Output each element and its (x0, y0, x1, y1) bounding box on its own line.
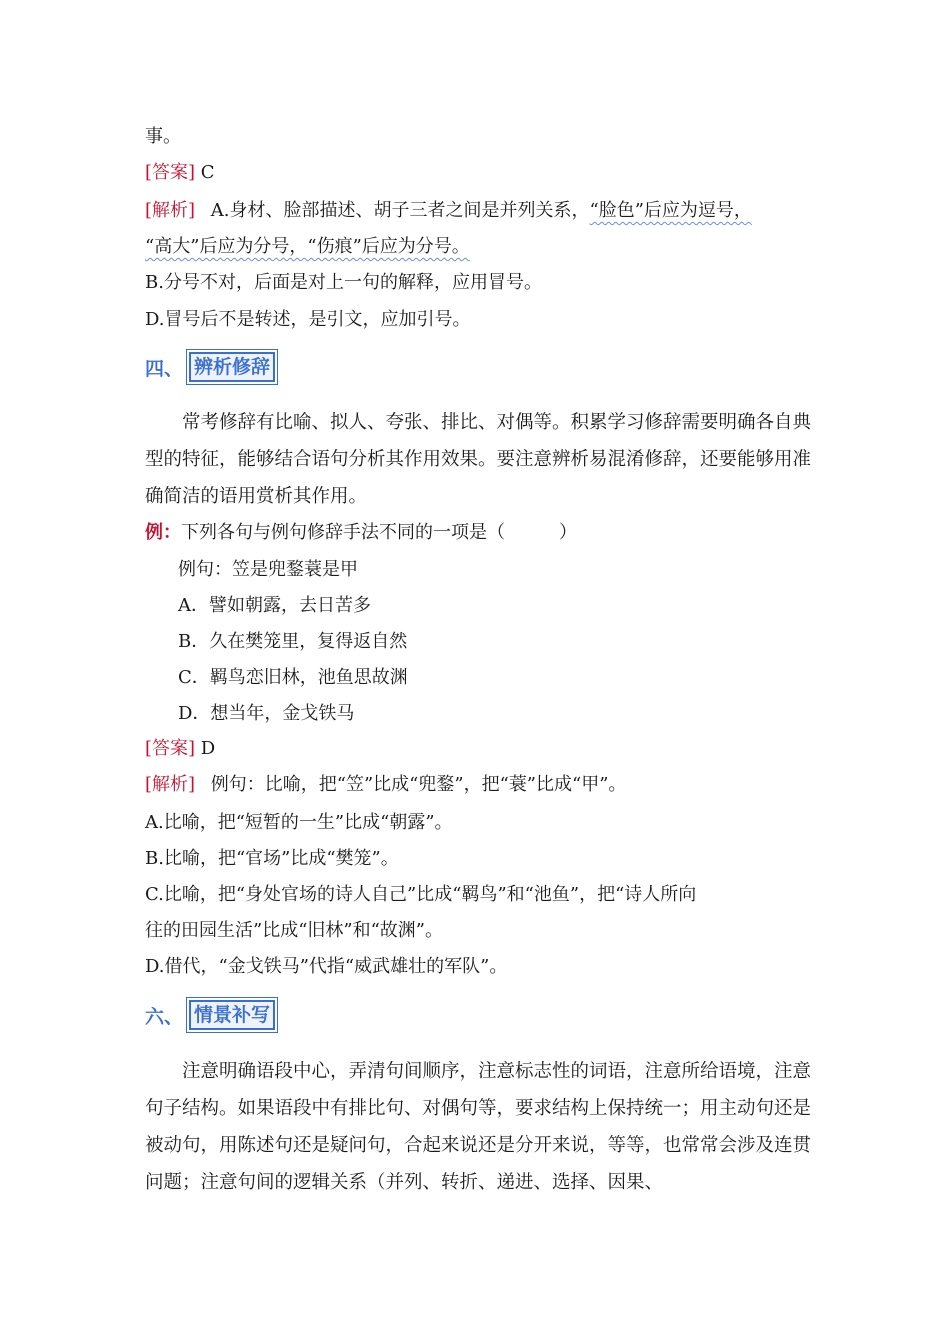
analysis-line-c2: 往的田园生活”比成“旧林”和“故渊”。 (145, 920, 444, 941)
analysis-tag: [解析] (145, 774, 196, 795)
analysis-line-b (145, 270, 542, 296)
analysis-line-b-2: B.比喻，把“官场”比成“樊笼”。 (145, 848, 399, 869)
analysis-text-d: D.冒号后不是转述，是引文，应加引号。 (145, 309, 471, 330)
analysis-line-a3 (145, 234, 470, 260)
example-tag: 例： (145, 522, 181, 543)
analysis-line-a (145, 198, 752, 224)
analysis-line-0 (145, 772, 626, 798)
analysis-line-d (145, 307, 471, 333)
answer-line-2 (145, 736, 215, 762)
section-intro-paragraph (145, 404, 813, 515)
answer-line (145, 160, 215, 186)
option-b: B．久在樊笼里，复得返自然 (178, 631, 408, 652)
section-number: 四、 (145, 357, 184, 380)
analysis-text-a2: “脸色”后应为逗号， (589, 200, 752, 221)
analysis-text-b: B.分号不对，后面是对上一句的解释，应用冒号。 (145, 272, 542, 293)
section6-intro-paragraph (145, 1053, 813, 1201)
option-a: A．譬如朝露，去日苦多 (178, 595, 371, 616)
example-question (145, 520, 577, 546)
section-heading-4 (145, 352, 275, 382)
analysis-text-a1: A.身材、脸部描述、胡子三者之间是并列关系， (210, 200, 590, 221)
example-sentence: 例句：笠是兜鍪蓑是甲 (178, 559, 358, 580)
answer-tag: [答案] (145, 738, 196, 759)
option-c: C．羁鸟恋旧林，池鱼思故渊 (178, 667, 408, 688)
answer-value: C (200, 162, 215, 183)
answer-tag: [答案] (145, 162, 196, 183)
section-title: 情景补写 (189, 1000, 275, 1030)
section-number: 六、 (145, 1005, 184, 1028)
example-question-text: 下列各句与例句修辞手法不同的一项是（ ） (181, 522, 577, 543)
text-tail: 事。 (145, 126, 181, 147)
section-intro-text: 常考修辞有比喻、拟人、夸张、排比、对偶等。积累学习修辞需要明确各自典型的特征，能够结合语句分析其作用效果。要注意辨析易混淆修辞，还要能够用准确简洁的语用赏析其作用。 (145, 412, 812, 507)
section-title: 辨析修辞 (189, 352, 275, 382)
option-d: D．想当年，金戈铁马 (178, 703, 355, 724)
analysis-line-a-2: A.比喻，把“短暂的一生”比成“朝露”。 (145, 812, 453, 833)
analysis-text-a3: “高大”后应为分号，“伤痕”后应为分号。 (145, 236, 470, 257)
answer-value: D (200, 738, 216, 759)
section-heading-6 (145, 1000, 275, 1030)
analysis-line-d-2: D.借代，“金戈铁马”代指“威武雄壮的军队”。 (145, 956, 508, 977)
analysis-line-c1: C.比喻，把“身处官场的诗人自己”比成“羁鸟”和“池鱼”，把“诗人所向 (145, 884, 697, 905)
section6-intro-text: 注意明确语段中心，弄清句间顺序，注意标志性的词语，注意所给语境，注意句子结构。如果语段中有排比句、对偶句等，要求结构上保持统一；用主动句还是被动句，用陈述句还是疑问句，合起来说还是分开来说，等等，也常常会涉及连贯问题；注意句间的逻辑关系（并列、转折、递进、选择、因果、 (145, 1061, 812, 1193)
analysis-text-0: 例句：比喻，把“笠”比成“兜鍪”，把“蓑”比成“甲”。 (210, 774, 627, 795)
analysis-tag: [解析] (145, 200, 196, 221)
